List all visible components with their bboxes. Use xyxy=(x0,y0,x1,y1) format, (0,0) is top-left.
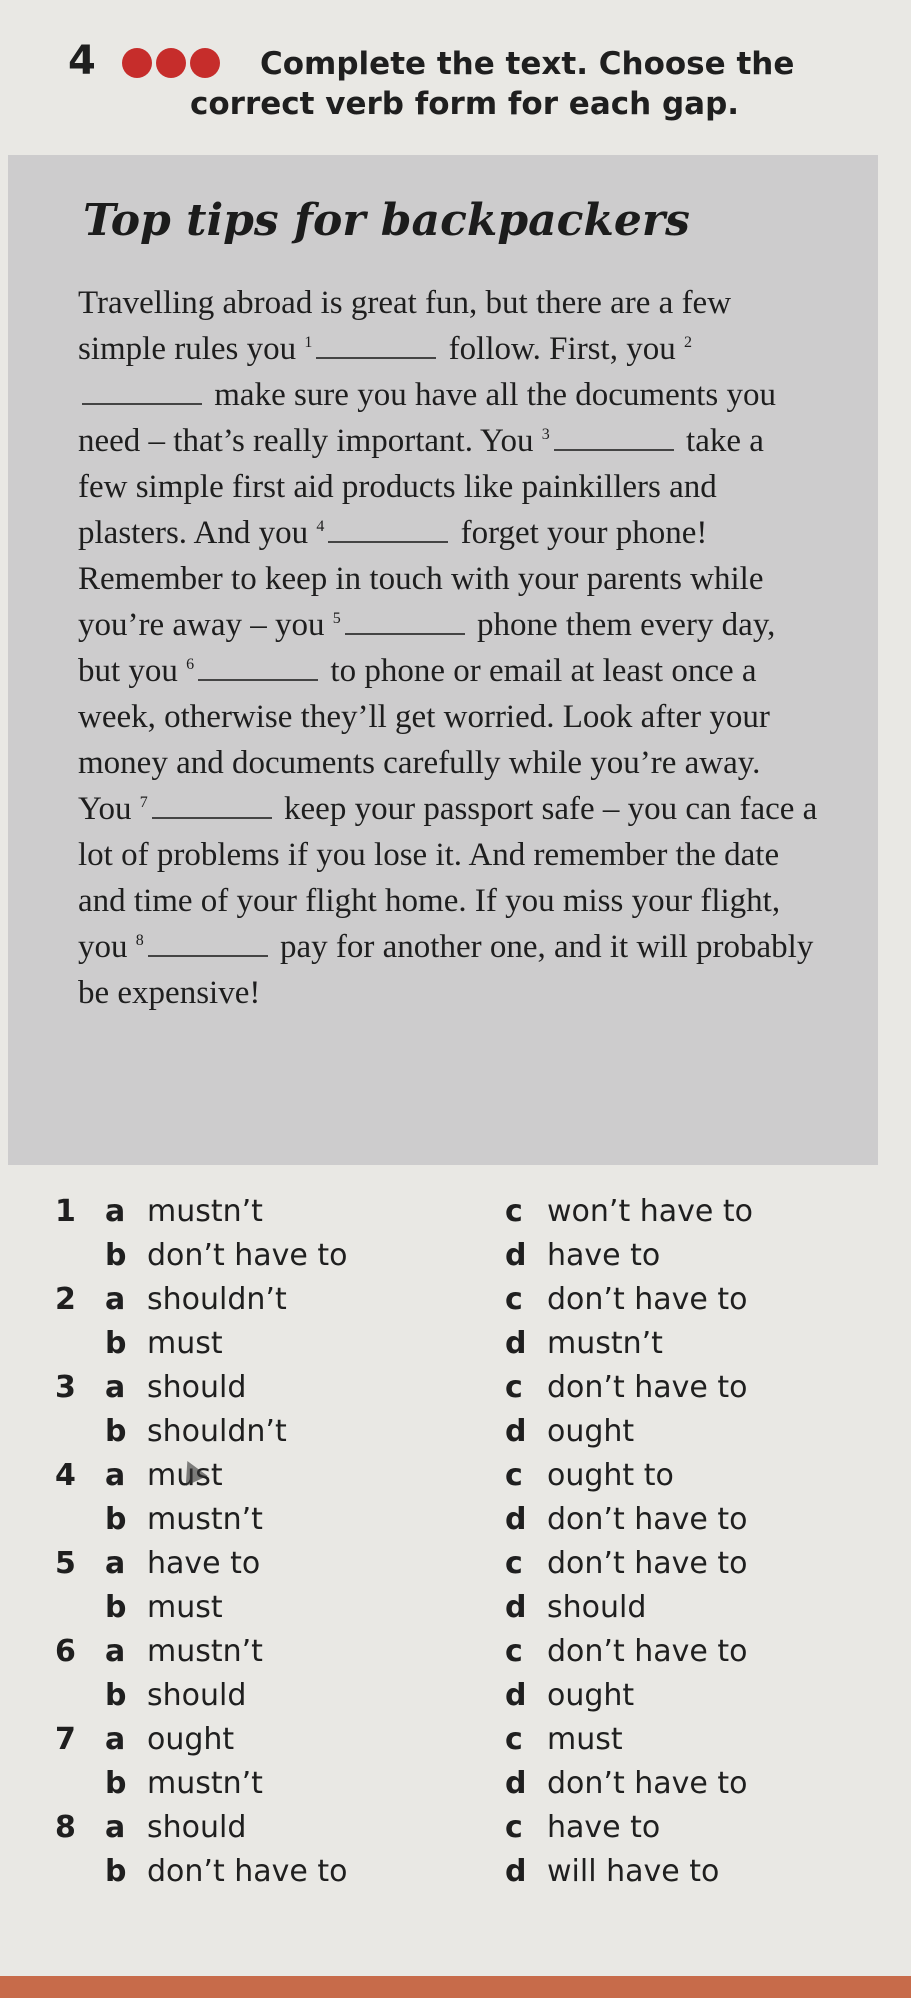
option-letter: c xyxy=(505,1282,523,1317)
option-text: ought to xyxy=(547,1458,674,1493)
option-text: don’t have to xyxy=(147,1854,348,1889)
instruction-line-1: Complete the text. Choose the xyxy=(260,46,795,82)
option-d[interactable] xyxy=(505,1586,646,1630)
option-c[interactable] xyxy=(505,1190,753,1234)
option-text: should xyxy=(147,1678,247,1713)
reading-panel xyxy=(8,155,878,1165)
gap-number: 4 xyxy=(316,518,325,535)
option-a[interactable] xyxy=(105,1278,287,1322)
option-letter: b xyxy=(105,1238,127,1273)
option-text: have to xyxy=(547,1810,661,1845)
option-c[interactable] xyxy=(505,1718,623,1762)
option-b[interactable] xyxy=(105,1674,246,1718)
option-c[interactable] xyxy=(505,1366,748,1410)
option-text: have to xyxy=(147,1546,261,1581)
gap-number: 2 xyxy=(683,334,692,351)
option-letter: d xyxy=(505,1326,527,1361)
option-text: won’t have to xyxy=(547,1194,754,1229)
question-number: 4 xyxy=(55,1458,76,1493)
passage-text xyxy=(78,280,818,1016)
gap-blank-1[interactable] xyxy=(316,357,436,359)
option-text: should xyxy=(547,1590,647,1625)
question-number: 7 xyxy=(55,1722,76,1757)
option-text: must xyxy=(547,1722,623,1757)
option-text: will have to xyxy=(547,1854,720,1889)
option-text: don’t have to xyxy=(547,1546,748,1581)
instruction-line-2: correct verb form for each gap. xyxy=(190,86,740,122)
option-letter: d xyxy=(505,1678,527,1713)
option-letter: b xyxy=(105,1854,127,1889)
option-letter: a xyxy=(105,1810,126,1845)
option-text: ought xyxy=(547,1414,635,1449)
option-row xyxy=(55,1190,885,1234)
option-letter: d xyxy=(505,1590,527,1625)
gap-blank-5[interactable] xyxy=(345,633,465,635)
question-number: 1 xyxy=(55,1194,76,1229)
option-letter: b xyxy=(105,1678,127,1713)
option-text: ought xyxy=(547,1678,635,1713)
option-text: must xyxy=(147,1326,223,1361)
option-row xyxy=(55,1762,885,1806)
passage-segment: keep your passport safe – you can face a lot of problems if you lose it. And remember the date and time of your flight home. If you miss your flight, you xyxy=(78,791,818,965)
option-text: don’t have to xyxy=(547,1282,748,1317)
option-letter: b xyxy=(105,1590,127,1625)
option-a[interactable] xyxy=(105,1190,263,1234)
instruction xyxy=(190,44,840,124)
option-text: mustn’t xyxy=(147,1634,263,1669)
question-number: 5 xyxy=(55,1546,76,1581)
option-text: mustn’t xyxy=(147,1194,263,1229)
option-text: should xyxy=(147,1370,247,1405)
option-b[interactable] xyxy=(105,1410,287,1454)
gap-blank-3[interactable] xyxy=(554,449,674,451)
passage-segment: take a few simple first aid products like painkillers and plasters. And you xyxy=(78,423,764,551)
question-number: 3 xyxy=(55,1370,76,1405)
option-row xyxy=(55,1410,885,1454)
panel-title: Top tips for backpackers xyxy=(83,195,690,246)
gap-blank-2[interactable] xyxy=(82,403,202,405)
option-b[interactable] xyxy=(105,1762,263,1806)
option-letter: a xyxy=(105,1634,126,1669)
gap-blank-7[interactable] xyxy=(152,817,272,819)
option-text: shouldn’t xyxy=(147,1282,287,1317)
option-row xyxy=(55,1718,885,1762)
option-row xyxy=(55,1542,885,1586)
option-letter: a xyxy=(105,1370,126,1405)
option-d[interactable] xyxy=(505,1674,634,1718)
option-letter: c xyxy=(505,1810,523,1845)
difficulty-dots-icon xyxy=(122,48,220,78)
option-letter: a xyxy=(105,1282,126,1317)
option-letter: d xyxy=(505,1502,527,1537)
option-b[interactable] xyxy=(105,1850,348,1894)
option-letter: c xyxy=(505,1458,523,1493)
gap-number: 1 xyxy=(304,334,313,351)
option-letter: c xyxy=(505,1370,523,1405)
option-text: shouldn’t xyxy=(147,1414,287,1449)
option-text: should xyxy=(147,1810,247,1845)
option-row xyxy=(55,1630,885,1674)
option-c[interactable] xyxy=(505,1630,748,1674)
option-text: mustn’t xyxy=(147,1502,263,1537)
option-c[interactable] xyxy=(505,1278,748,1322)
answer-options xyxy=(55,1190,885,1894)
option-a[interactable] xyxy=(105,1718,234,1762)
option-text: have to xyxy=(547,1238,661,1273)
option-b[interactable] xyxy=(105,1322,223,1366)
option-text: don’t have to xyxy=(547,1502,748,1537)
option-letter: a xyxy=(105,1722,126,1757)
gap-number: 6 xyxy=(186,656,195,673)
option-b[interactable] xyxy=(105,1234,348,1278)
option-c[interactable] xyxy=(505,1542,748,1586)
option-a[interactable] xyxy=(105,1542,260,1586)
option-a[interactable] xyxy=(105,1806,246,1850)
passage-segment: Travelling abroad is great fun, but there are a few simple rules you xyxy=(78,285,732,367)
option-letter: a xyxy=(105,1546,126,1581)
option-d[interactable] xyxy=(505,1498,748,1542)
option-letter: d xyxy=(505,1238,527,1273)
passage-segment: make sure you have all the documents you need – that’s really important. You xyxy=(78,377,777,459)
option-letter: b xyxy=(105,1766,127,1801)
option-c[interactable] xyxy=(505,1454,674,1498)
passage-segment: forget your phone! Remember to keep in touch with your parents while you’re away – you xyxy=(78,515,764,643)
passage-segment: pay for another one, and it will probably be expensive! xyxy=(78,929,814,1011)
option-text: don’t have to xyxy=(147,1238,348,1273)
option-row xyxy=(55,1498,885,1542)
option-letter: d xyxy=(505,1766,527,1801)
option-a[interactable] xyxy=(105,1366,246,1410)
option-letter: d xyxy=(505,1854,527,1889)
option-letter: a xyxy=(105,1458,126,1493)
option-letter: c xyxy=(505,1546,523,1581)
gap-blank-4[interactable] xyxy=(328,541,448,543)
exercise-number: 4 xyxy=(68,38,96,84)
option-d[interactable] xyxy=(505,1762,748,1806)
options-list xyxy=(55,1190,885,1894)
gap-number: 7 xyxy=(139,794,148,811)
bottom-bar xyxy=(0,1976,911,1998)
option-letter: c xyxy=(505,1634,523,1669)
option-c[interactable] xyxy=(505,1806,660,1850)
option-d[interactable] xyxy=(505,1850,719,1894)
gap-number: 5 xyxy=(332,610,341,627)
option-letter: d xyxy=(505,1414,527,1449)
option-row xyxy=(55,1806,885,1850)
option-letter: c xyxy=(505,1722,523,1757)
question-number: 8 xyxy=(55,1810,76,1845)
option-row xyxy=(55,1322,885,1366)
question-number: 6 xyxy=(55,1634,76,1669)
option-text: don’t have to xyxy=(547,1634,748,1669)
option-text: mustn’t xyxy=(147,1766,263,1801)
option-letter: c xyxy=(505,1194,523,1229)
option-text: mustn’t xyxy=(547,1326,663,1361)
gap-number: 8 xyxy=(135,932,144,949)
question-number: 2 xyxy=(55,1282,76,1317)
option-letter: b xyxy=(105,1326,127,1361)
option-d[interactable] xyxy=(505,1410,634,1454)
difficulty-dot xyxy=(122,48,152,78)
option-a[interactable] xyxy=(105,1630,263,1674)
option-row xyxy=(55,1586,885,1630)
option-b[interactable] xyxy=(105,1586,223,1630)
difficulty-dot xyxy=(156,48,186,78)
option-text: must xyxy=(147,1590,223,1625)
option-letter: b xyxy=(105,1414,127,1449)
option-row xyxy=(55,1674,885,1718)
gap-blank-6[interactable] xyxy=(198,679,318,681)
difficulty-dot xyxy=(190,48,220,78)
passage-segment: to phone or email at least once a week, otherwise they’ll get worried. Look after your money and documents carefully while you’re away. You xyxy=(78,653,770,827)
option-letter: a xyxy=(105,1194,126,1229)
option-text: don’t have to xyxy=(547,1370,748,1405)
gap-blank-8[interactable] xyxy=(148,955,268,957)
option-row xyxy=(55,1234,885,1278)
option-row xyxy=(55,1278,885,1322)
passage-segment: follow. First, you xyxy=(448,331,676,367)
option-text: ought xyxy=(147,1722,235,1757)
option-row xyxy=(55,1454,885,1498)
gap-number: 3 xyxy=(541,426,550,443)
option-d[interactable] xyxy=(505,1322,663,1366)
option-text: don’t have to xyxy=(547,1766,748,1801)
option-row xyxy=(55,1366,885,1410)
option-letter: b xyxy=(105,1502,127,1537)
passage-segment: phone them every day, but you xyxy=(78,607,776,689)
option-row xyxy=(55,1850,885,1894)
option-d[interactable] xyxy=(505,1234,660,1278)
option-b[interactable] xyxy=(105,1498,263,1542)
option-text: must xyxy=(147,1458,223,1493)
